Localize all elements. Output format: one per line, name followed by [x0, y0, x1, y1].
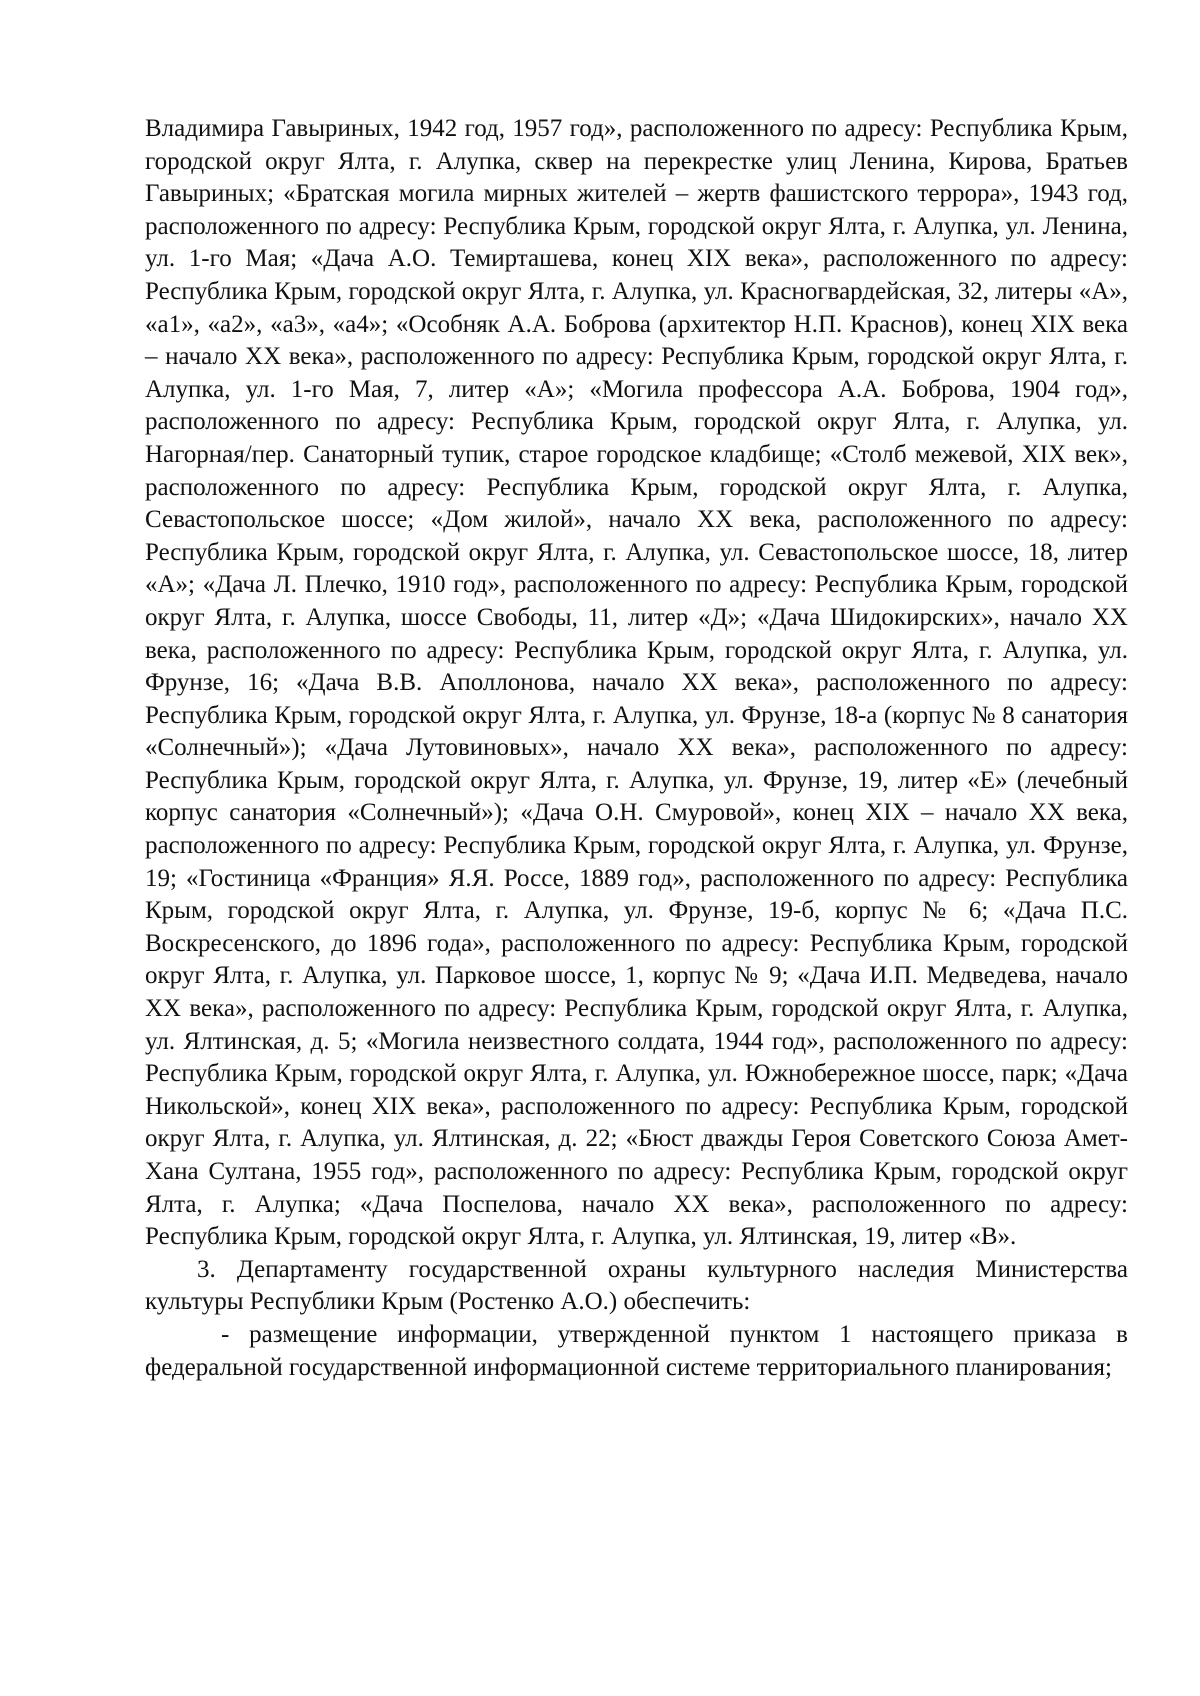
paragraph-3: 3. Департаменту государственной охраны культурного наследия Министерства культуры Республики Крым (Ростенко А.О.) обеспечить:: [145, 1255, 1128, 1316]
paragraph-bullet: - размещение информации, утвержденной пунктом 1 настоящего приказа в федеральной государственной информационной системе территориального планирования;: [145, 1320, 1128, 1381]
document-body: [145, 113, 1128, 1384]
paragraph-main: Владимира Гавыриных, 1942 год, 1957 год», расположенного по адресу: Республика Крым, городской округ Ялта, г. Алупка, сквер на перекрестке улиц Ленина, Кирова, Братьев Гавыриных; «Братская могила мирных жителей – жертв фашистского террора», 1943 год, расположенного по адресу: Республика Крым, городской округ Ялта, г. Алупка, ул. Ленина, ул. 1-го Мая; «Дача А.О. Темирташева, конец XIX века», расположенного по адресу: Республика Крым, городской округ Ялта, г. Алупка, ул. Красногвардейская, 32, литеры «А», «а1», «а2», «а3», «а4»; «Особняк А.А. Боброва (архитектор Н.П. Краснов), конец XIX века – начало XX века», расположенного по адресу: Республика Крым, городской округ Ялта, г. Алупка, ул. 1-го Мая, 7, литер «А»; «Могила профессора А.А. Боброва, 1904 год», расположенного по адресу: Республика Крым, городской округ Ялта, г. Алупка, ул. Нагорная/пер. Санаторный тупик, старое городское кладбище; «Столб межевой, XIX век», расположенного по адресу: Республика Крым, городской округ Ялта, г. Алупка, Севастопольское шоссе; «Дом жилой», начало XX века, расположенного по адресу: Республика Крым, городской округ Ялта, г. Алупка, ул. Севастопольское шоссе, 18, литер «А»; «Дача Л. Плечко, 1910 год», расположенного по адресу: Республика Крым, городской округ Ялта, г. Алупка, шоссе Свободы, 11, литер «Д»; «Дача Шидокирских», начало XX века, расположенного по адресу: Республика Крым, городской округ Ялта, г. Алупка, ул. Фрунзе, 16; «Дача В.В. Аполлонова, начало XX века», расположенного по адресу: Республика Крым, городской округ Ялта, г. Алупка, ул. Фрунзе, 18-а (корпус № 8 санатория «Солнечный»); «Дача Лутовиновых», начало XX века», расположенного по адресу: Республика Крым, городской округ Ялта, г. Алупка, ул. Фрунзе, 19, литер «Е» (лечебный корпус санатория «Солнечный»); «Дача О.Н. Смуровой», конец XIX – начало XX века, расположенного по адресу: Республика Крым, городской округ Ялта, г. Алупка, ул. Фрунзе, 19; «Гостиница «Франция» Я.Я. Россе, 1889 год», расположенного по адресу: Республика Крым, городской округ Ялта, г. Алупка, ул. Фрунзе, 19-б, корпус № 6; «Дача П.С. Воскресенского, до 1896 года», расположенного по адресу: Республика Крым, городской округ Ялта, г. Алупка, ул. Парковое шоссе, 1, корпус № 9; «Дача И.П. Медведева, начало XX века», расположенного по адресу: Республика Крым, городской округ Ялта, г. Алупка, ул. Ялтинская, д. 5; «Могила неизвестного солдата, 1944 год», расположенного по адресу: Республика Крым, городской округ Ялта, г. Алупка, ул. Южнобережное шоссе, парк; «Дача Никольской», конец XIX века», расположенного по адресу: Республика Крым, городской округ Ялта, г. Алупка, ул. Ялтинская, д. 22; «Бюст дважды Героя Советского Союза Амет-Хана Султана, 1955 год», расположенного по адресу: Республика Крым, городской округ Ялта, г. Алупка; «Дача Поспелова, начало XX века», расположенного по адресу: Республика Крым, городской округ Ялта, г. Алупка, ул. Ялтинская, 19, литер «В».: [145, 115, 1128, 1251]
